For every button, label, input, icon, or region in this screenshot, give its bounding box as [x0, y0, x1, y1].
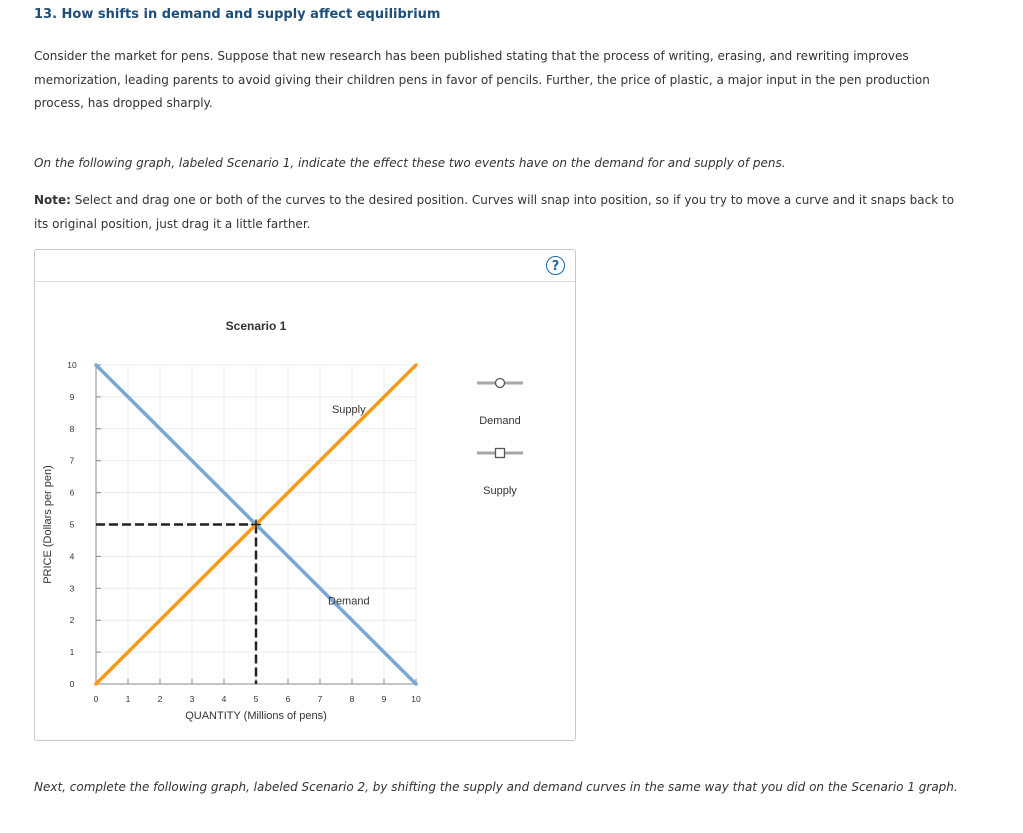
y-tick-label: 9: [69, 391, 75, 402]
x-tick-label: 5: [253, 694, 259, 704]
next-instruction: Next, complete the following graph, labeled Scenario 2, by shifting the supply and demand curves in the same way that you did on the Scenario 1 graph.: [34, 780, 958, 794]
x-tick-label: 2: [157, 694, 163, 704]
x-tick-label: 9: [381, 694, 387, 704]
x-tick-label: 1: [125, 694, 131, 704]
question-intro: Consider the market for pens. Suppose that new research has been published stating that the process of writing, erasing, and rewriting improves memorization, leading parents to avoid giving their children pens in favor of pencils. Further, the price of plastic, a major input in the pen production process, has dropped sharply.: [34, 49, 930, 110]
note-text: Select and drag one or both of the curves to the desired position. Curves will snap into position, so if you try to move a curve and it snaps back to its original position, just drag it a little farther.: [34, 193, 955, 231]
question-instruction: On the following graph, labeled Scenario 1, indicate the effect these two events have on the demand for and supply of pens.: [34, 156, 786, 170]
demand-legend-marker[interactable]: [496, 379, 505, 388]
y-tick-label: 8: [69, 423, 75, 434]
demand-legend-label: Demand: [479, 415, 521, 427]
x-tick-label: 0: [93, 694, 99, 704]
x-tick-label: 8: [349, 694, 355, 704]
y-tick-label: 1: [69, 647, 75, 658]
y-tick-label: 2: [69, 615, 75, 626]
y-tick-label: 7: [69, 455, 75, 466]
graph-panel: [34, 249, 576, 741]
supply-legend-marker[interactable]: [496, 449, 505, 458]
y-tick-label: 3: [69, 583, 75, 594]
y-tick-label: 4: [69, 551, 75, 562]
x-tick-label: 4: [221, 694, 227, 704]
x-axis-label: QUANTITY (Millions of pens): [185, 710, 327, 722]
y-tick-label: 10: [67, 360, 77, 370]
help-icon[interactable]: ?: [546, 256, 565, 275]
x-tick-label: 10: [411, 694, 421, 704]
y-axis-label: PRICE (Dollars per pen): [42, 465, 54, 584]
chart-title: Scenario 1: [225, 319, 287, 333]
x-tick-label: 7: [317, 694, 323, 704]
question-title: 13. How shifts in demand and supply affect equilibrium: [34, 7, 441, 22]
x-tick-label: 3: [189, 694, 195, 704]
supply-curve-label: Supply: [331, 403, 366, 416]
question-note: [34, 189, 964, 236]
note-label: Note:: [34, 193, 71, 207]
scenario-1-chart: [35, 250, 575, 740]
x-tick-label: 6: [285, 694, 291, 704]
y-tick-label: 0: [69, 679, 75, 689]
supply-legend-label: Supply: [483, 485, 517, 497]
demand-curve-label: Demand: [328, 595, 370, 608]
y-tick-label: 5: [69, 519, 75, 530]
y-tick-label: 6: [69, 487, 75, 498]
